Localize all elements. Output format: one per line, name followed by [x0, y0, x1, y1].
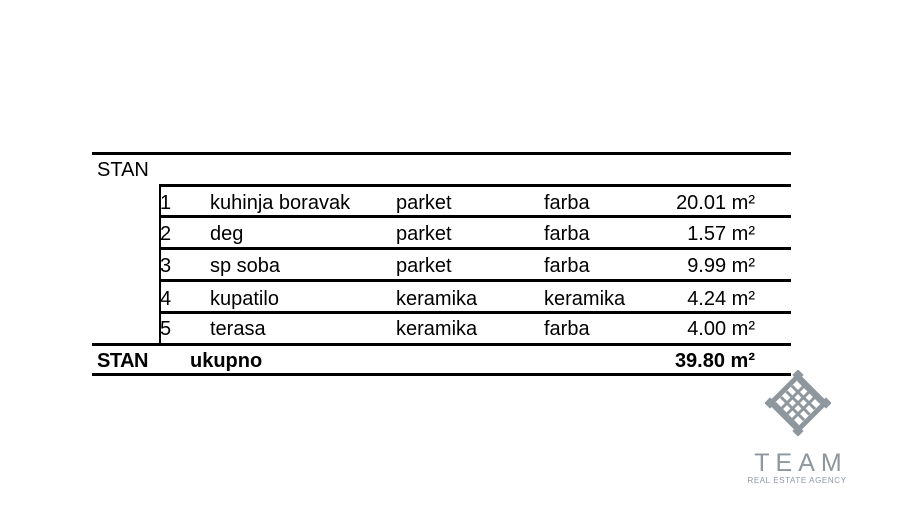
- wall-finish: farba: [544, 255, 590, 277]
- room-area: 9.99 m²: [687, 255, 755, 277]
- logo-subtitle: REAL ESTATE AGENCY: [747, 476, 847, 485]
- wall-finish: farba: [544, 318, 590, 340]
- row-number: 1: [160, 192, 172, 214]
- row-divider: [159, 247, 791, 250]
- room-area: 1.57 m²: [687, 223, 755, 245]
- total-label: STAN: [97, 350, 148, 372]
- logo-title: TEAM: [754, 449, 848, 477]
- floor-finish: parket: [396, 192, 452, 214]
- room-area: 4.24 m²: [687, 288, 755, 310]
- lattice-logo-icon: [765, 370, 831, 436]
- room-area-table: [92, 152, 791, 378]
- room-name: terasa: [210, 318, 266, 340]
- floor-finish: keramika: [396, 288, 478, 310]
- section-label: STAN: [97, 159, 149, 181]
- row-divider: [159, 311, 791, 314]
- total-divider: [92, 343, 791, 346]
- wall-finish: farba: [544, 223, 590, 245]
- total-area: 39.80 m²: [674, 350, 755, 372]
- row-number: 4: [160, 288, 172, 310]
- floor-finish: parket: [396, 223, 452, 245]
- wall-finish: keramika: [544, 288, 626, 310]
- row-number: 2: [160, 223, 172, 245]
- row-number: 3: [160, 255, 172, 277]
- floor-finish: keramika: [396, 318, 478, 340]
- row-number: 5: [160, 318, 172, 340]
- floor-finish: parket: [396, 255, 452, 277]
- room-name: deg: [210, 223, 244, 245]
- row-divider: [159, 279, 791, 282]
- row-divider: [159, 215, 791, 218]
- total-sub-label: ukupno: [190, 350, 263, 372]
- table-bottom-rule: [92, 373, 791, 376]
- room-area: 20.01 m²: [676, 192, 755, 214]
- room-name: sp soba: [210, 255, 281, 277]
- wall-finish: farba: [544, 192, 590, 214]
- row-divider: [159, 184, 791, 187]
- table-top-rule: [92, 152, 791, 155]
- room-name: kuhinja boravak: [210, 192, 351, 214]
- agency-logo: [738, 370, 856, 490]
- room-area: 4.00 m²: [687, 318, 755, 340]
- room-name: kupatilo: [210, 288, 279, 310]
